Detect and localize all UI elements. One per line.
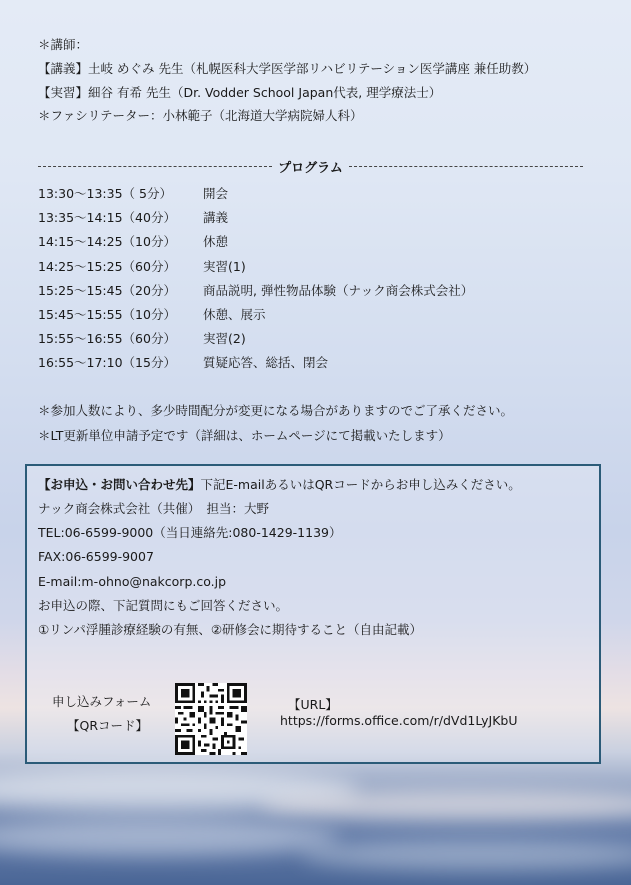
program-label: 実習(1) [203,259,246,274]
program-time: 15:25～15:45（20分） [38,283,176,298]
program-time: 13:35～14:15（40分） [38,210,176,225]
instructors-heading: ＊講師： [38,37,89,52]
program-time: 14:15～14:25（10分） [38,234,176,249]
program-separator [38,157,583,176]
program-label: 休憩、展示 [203,307,266,322]
form-url-link[interactable]: https://forms.office.com/r/dVd1LyJKbU [280,713,518,728]
contact-heading-rest: 下記E-mailあるいはQRコードからお申し込みください。 [200,477,521,492]
program-label: 開会 [203,186,229,201]
contact-fax: FAX:06-6599-9007 [38,549,154,564]
program-item [38,234,228,250]
program-label: 実習(2) [203,331,246,346]
program-item [38,355,328,371]
program-time: 14:25～15:25（60分） [38,259,176,274]
program-item [38,186,228,202]
note-lt-credit: ＊LT更新単位申請予定です（詳細は、ホームページにて掲載いたします） [38,428,451,443]
form-label: 申し込みフォーム [52,694,152,709]
facilitator: ＊ファシリテーター：小林範子（北海道大学病院婦人科） [38,108,363,123]
program-time: 15:45～15:55（10分） [38,307,176,322]
program-label: 講義 [203,210,229,225]
contact-ask: お申込の際、下記質問にもご回答ください。 [38,598,289,613]
practice-instructor: 【実習】細谷 有希 先生（Dr. Vodder School Japan代表, 理学療法士） [38,85,442,100]
program-title: プログラム [278,161,343,176]
contact-heading: 【お申込・お問い合わせ先】 [38,477,201,492]
note-time-change: ＊参加人数により、多少時間配分が変更になる場合がありますのでご了承ください。 [38,403,514,418]
program-item [38,210,228,226]
url-label: 【URL】 [288,697,338,712]
divider [38,166,272,167]
program-label: 休憩 [203,234,229,249]
qr-label: 【QRコード】 [67,718,149,733]
program-label: 質疑応答、総括、閉会 [203,355,329,370]
program-item [38,283,473,299]
program-item [38,307,266,323]
contact-email[interactable]: E-mail:m-ohno@nakcorp.co.jp [38,574,227,589]
contact-company: ナック商会株式会社（共催） 担当：大野 [38,501,270,516]
program-time: 15:55～16:55（60分） [38,331,176,346]
contact-heading-line [38,477,521,493]
program-time: 13:30～13:35（ 5分） [38,186,172,201]
lecture-instructor: 【講義】土岐 めぐみ 先生（札幌医科大学医学部リハビリテーション医学講座 兼任助教） [38,61,537,76]
contact-questions: ①リンパ浮腫診療経験の有無、②研修会に期待すること（自由記載） [38,622,423,637]
divider [349,166,583,167]
program-item [38,331,246,347]
qr-code-icon[interactable] [175,683,247,755]
program-time: 16:55～17:10（15分） [38,355,176,370]
program-label: 商品説明, 弾性物品体験（ナック商会株式会社） [203,283,474,298]
contact-tel: TEL:06-6599-9000（当日連絡先:080-1429-1139） [38,525,342,540]
program-item [38,259,246,275]
